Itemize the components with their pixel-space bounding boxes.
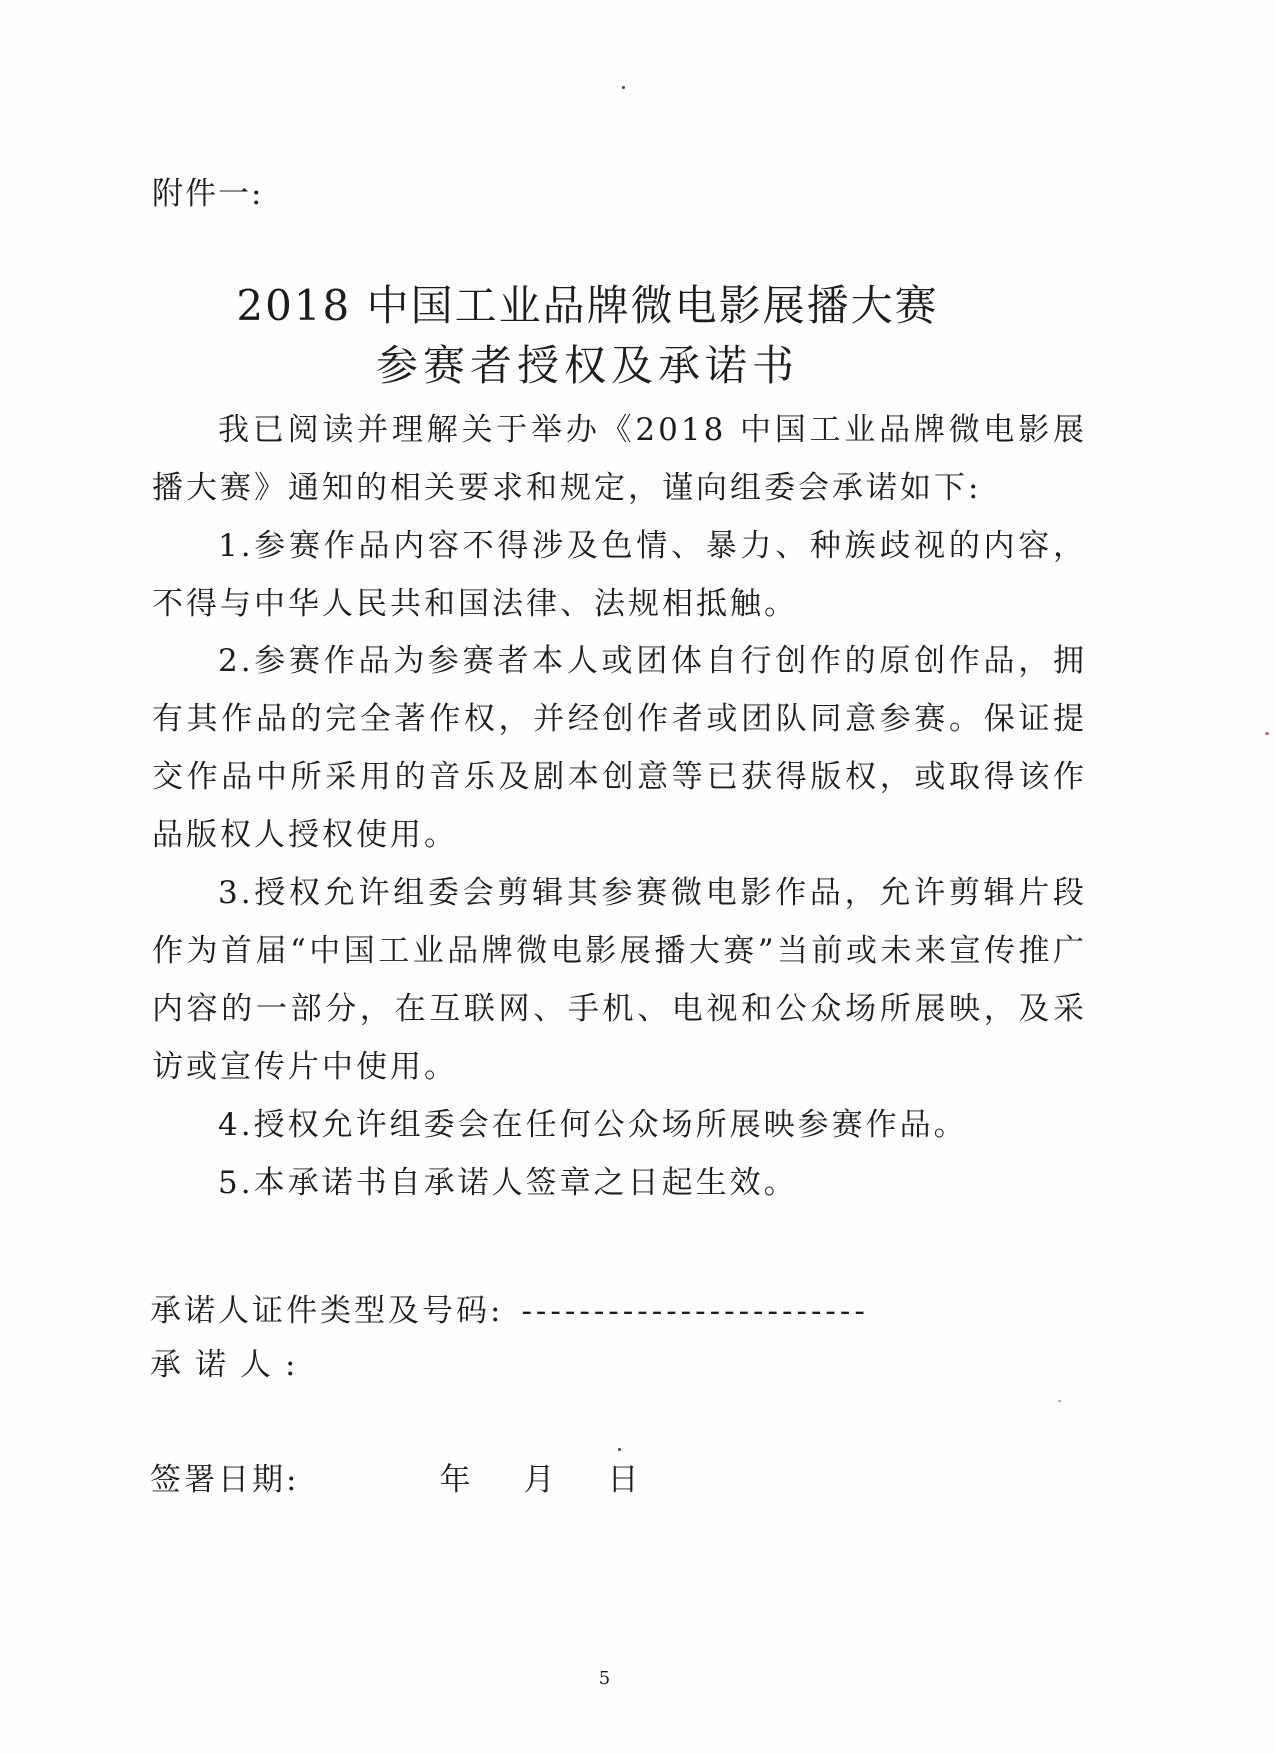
scan-speck (622, 86, 625, 89)
signature-name-label: 承诺人: (150, 1347, 310, 1383)
clause-1: 1.参赛作品内容不得涉及色情、暴力、种族歧视的内容，不得与中华人民共和国法律、法规相抵触。 (152, 528, 1087, 622)
clause-5: 5.本承诺书自承诺人签章之日起生效。 (218, 1165, 798, 1201)
signature-year-label: 年 (439, 1462, 474, 1498)
scan-speck (1058, 1400, 1061, 1402)
clause-4: 4.授权允许组委会在任何公众场所展映参赛作品。 (218, 1107, 968, 1143)
signature-date-row (150, 1454, 641, 1499)
signature-date-label: 签署日期: (150, 1462, 300, 1498)
signature-day-label: 日 (607, 1462, 642, 1498)
scan-speck (618, 1448, 621, 1451)
attachment-label: 附件一: (152, 176, 264, 212)
signature-id-label: 承诺人证件类型及号码: (150, 1293, 504, 1329)
intro-paragraph: 我已阅读并理解关于举办《2018 中国工业品牌微电影展播大赛》通知的相关要求和规定，谨向组委会承诺如下: (152, 412, 1087, 506)
signature-id-blank: ------------------------ (521, 1293, 869, 1329)
document-title-line2: 参赛者授权及承诺书 (375, 341, 799, 390)
page-number: 5 (598, 1668, 611, 1689)
clause-3: 3.授权允许组委会剪辑其参赛微电影作品，允许剪辑片段作为首届“中国工业品牌微电影展播大赛”当前或未来宣传推广内容的一部分，在互联网、手机、电视和公众场所展映，及采访或宣传片中使用。 (152, 875, 1087, 1085)
document-title-line1: 2018 中国工业品牌微电影展播大赛 (236, 281, 939, 330)
scan-speck (1265, 732, 1269, 735)
clause-2: 2.参赛作品为参赛者本人或团体自行创作的原创作品，拥有其作品的完全著作权，并经创作者或团队同意参赛。保证提交作品中所采用的音乐及剧本创意等已获得版权，或取得该作品版权人授权使用。 (152, 643, 1087, 853)
signature-name-row (150, 1339, 309, 1384)
signature-month-label: 月 (523, 1462, 558, 1498)
signature-id-row (150, 1285, 869, 1330)
